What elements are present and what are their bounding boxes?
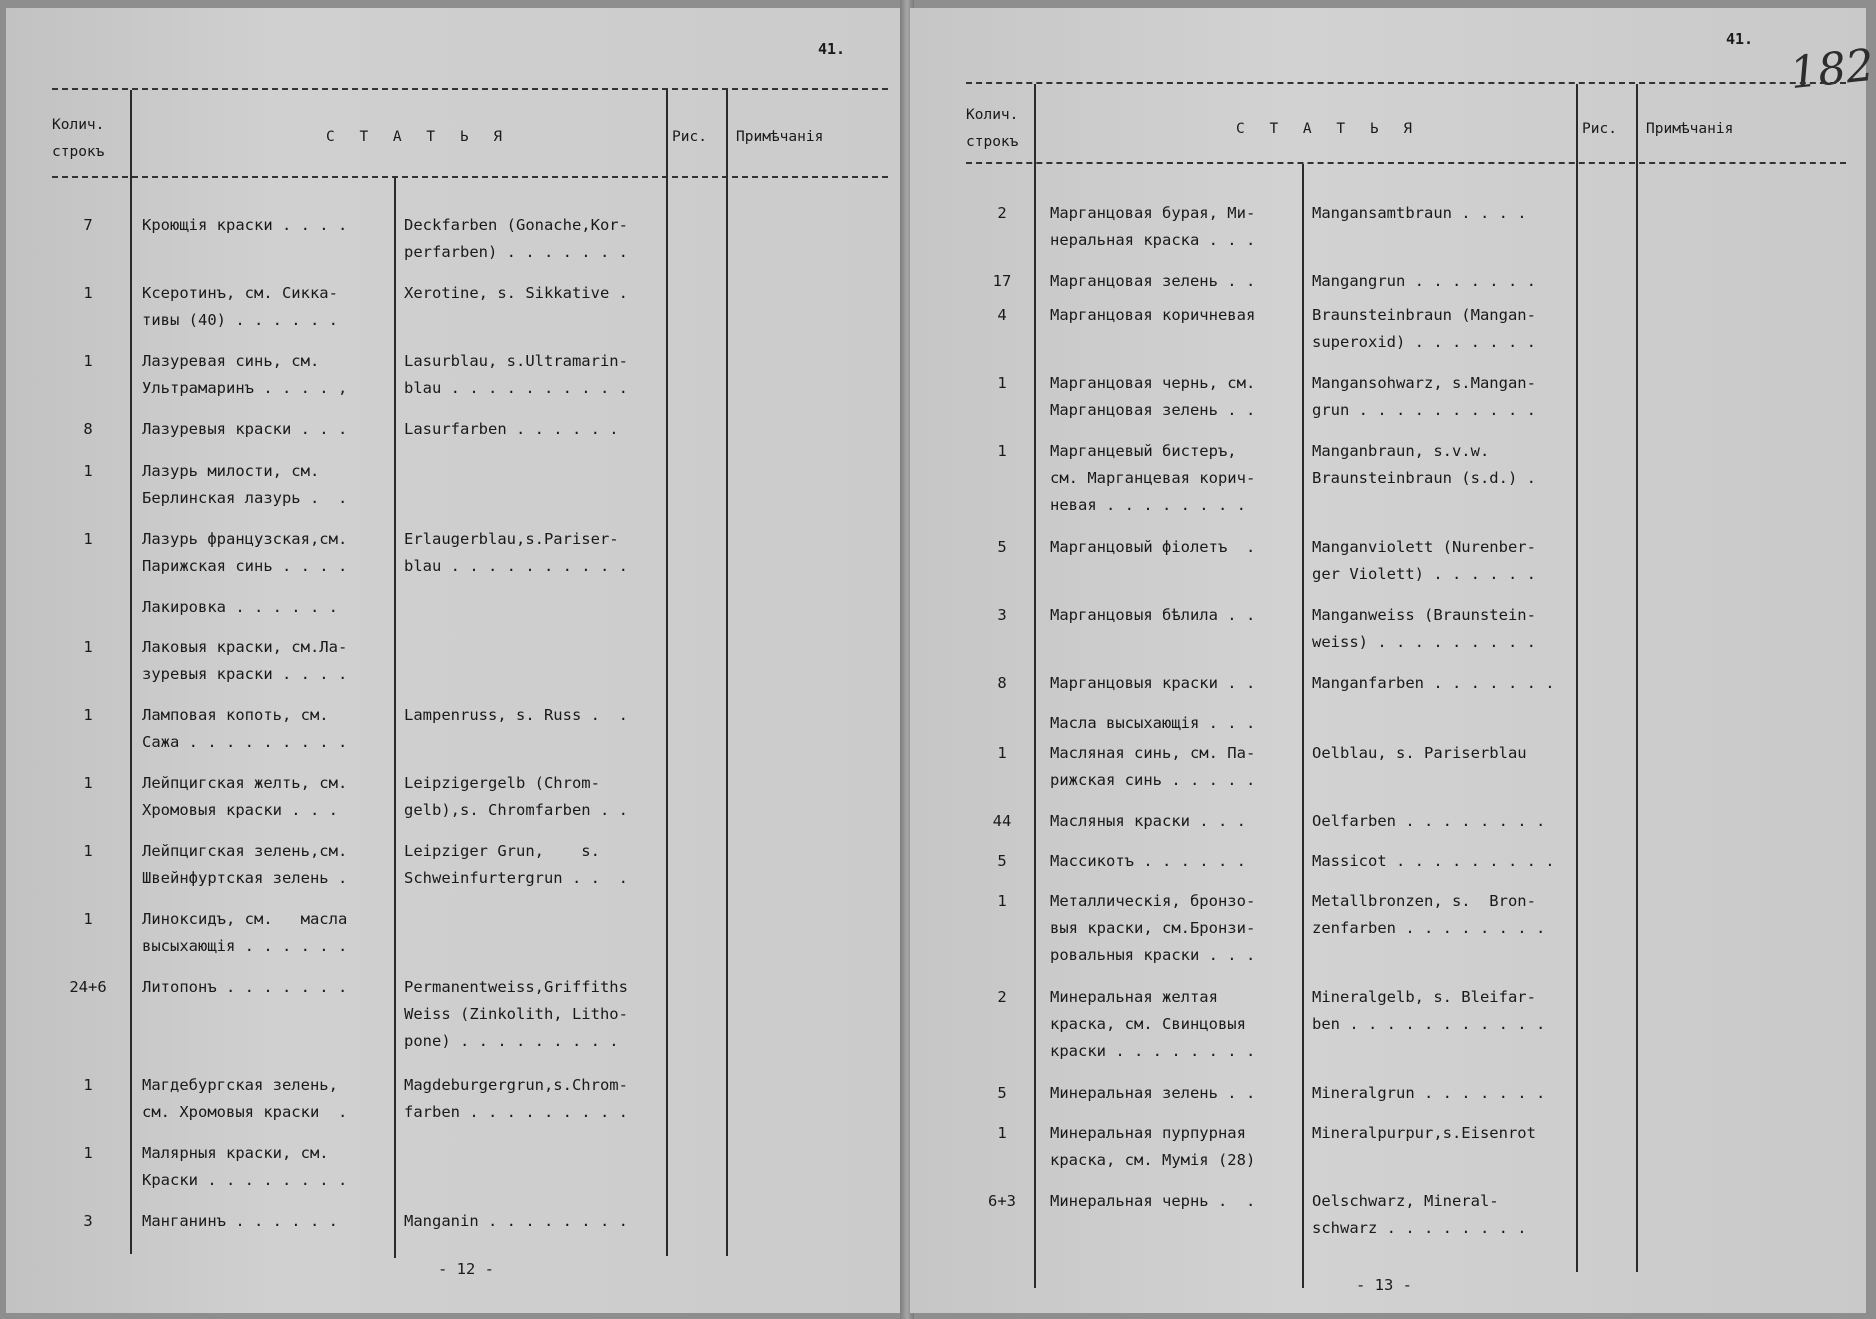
row-count: 1 <box>83 284 93 302</box>
row-count: 1 <box>83 910 93 928</box>
row-article-german: Mangansohwarz, s.Mangan- grun . . . . . . . . . . <box>1312 374 1536 419</box>
row-article-russian: Магдебургская зелень, см. Хромовыя краски . <box>142 1076 348 1121</box>
row-article-german: Leipziger Grun, s. Schweinfurtergrun . . . <box>404 842 628 887</box>
page-number: 41. <box>1726 30 1754 48</box>
row-article-german: Lampenruss, s. Russ . . <box>404 706 628 724</box>
row-count: 24+6 <box>69 978 107 996</box>
header-notes: Примѣчанія <box>736 129 824 145</box>
row-article-russian: Манганинъ . . . . . . <box>142 1212 338 1230</box>
header-article: С Т А Т Ь Я <box>1236 121 1421 137</box>
row-article-russian: Лазурь милости, см. Берлинская лазурь . . <box>142 462 348 507</box>
row-article-russian: Лакировка . . . . . . <box>142 598 338 616</box>
header-notes: Примѣчанія <box>1646 121 1734 137</box>
header-count: Колич. строкъ <box>966 107 1019 150</box>
row-article-russian: Лазуревая синь, см. Ультрамаринъ . . . . , <box>142 352 348 397</box>
row-article-russian: Масляныя краски . . . <box>1050 812 1246 830</box>
row-article-german: Mineralgelb, s. Bleifar- ben . . . . . . . . . . . <box>1312 988 1546 1033</box>
row-article-german: Leipzigergelb (Chrom- gelb),s. Chromfarben . . <box>404 774 628 819</box>
row-count: 1 <box>83 774 93 792</box>
row-article-russian: Масляная синь, см. Па- рижская синь . . . . . <box>1050 744 1256 789</box>
row-article-russian: Марганцовая бурая, Ми- неральная краска . . . <box>1050 204 1256 249</box>
row-article-russian: Малярныя краски, см. Краски . . . . . . . . <box>142 1144 348 1189</box>
row-count: 1 <box>997 442 1007 460</box>
row-article-russian: Марганцовая чернь, см. Марганцовая зелень . . <box>1050 374 1256 419</box>
column-divider-notes <box>726 90 728 1256</box>
row-article-russian: Марганцовыя краски . . <box>1050 674 1256 692</box>
row-article-russian: Минеральная пурпурная краска, см. Мумія (28) <box>1050 1124 1256 1169</box>
row-article-german: Oelschwarz, Mineral- schwarz . . . . . . . . <box>1312 1192 1527 1237</box>
row-article-german: Lasurfarben . . . . . . <box>404 420 619 438</box>
row-count: 1 <box>83 1076 93 1094</box>
row-article-german: Erlaugerblau,s.Pariser- blau . . . . . . . . . . <box>404 530 628 575</box>
row-count: 7 <box>83 216 93 234</box>
row-count: 44 <box>992 812 1012 830</box>
row-article-german: Lasurblau, s.Ultramarin- blau . . . . . . . . . . <box>404 352 628 397</box>
row-count: 3 <box>83 1212 93 1230</box>
header-top-rule <box>52 88 888 90</box>
row-count: 1 <box>83 352 93 370</box>
header-top-rule <box>966 82 1846 84</box>
row-article-german: Manganbraun, s.v.w. Braunsteinbraun (s.d.) . <box>1312 442 1536 487</box>
row-count: 5 <box>997 1084 1007 1102</box>
row-article-russian: Линоксидъ, см. масла высыхающія . . . . . . <box>142 910 348 955</box>
row-article-russian: Кроющія краски . . . . <box>142 216 348 234</box>
row-article-german: Mineralgrun . . . . . . . <box>1312 1084 1546 1102</box>
column-divider-german <box>1302 164 1304 1288</box>
row-article-german: Permanentweiss,Griffiths Weiss (Zinkolith, Litho- pone) . . . . . . . . . <box>404 978 628 1050</box>
page-number: 41. <box>818 40 846 58</box>
page-footer: - 12 - <box>438 1260 494 1278</box>
row-article-german: Magdeburgergrun,s.Chrom- farben . . . . . . . . . <box>404 1076 628 1121</box>
row-article-russian: Минеральная зелень . . <box>1050 1084 1256 1102</box>
row-article-russian: Ксеротинъ, см. Сикка- тивы (40) . . . . . . <box>142 284 338 329</box>
row-count: 1 <box>83 842 93 860</box>
row-article-german: Deckfarben (Gonache,Kor- perfarben) . . . . . . . <box>404 216 628 261</box>
row-article-russian: Минеральная чернь . . <box>1050 1192 1256 1210</box>
row-article-german: Mineralpurpur,s.Eisenrot <box>1312 1124 1536 1142</box>
header-bottom-rule <box>52 176 888 178</box>
row-article-german: Manganfarben . . . . . . . <box>1312 674 1555 692</box>
row-count: 1 <box>83 1144 93 1162</box>
column-divider-fig <box>1576 84 1578 1272</box>
row-article-russian: Массикотъ . . . . . . <box>1050 852 1246 870</box>
column-divider-german <box>394 176 396 1258</box>
column-divider-count <box>1034 84 1036 1288</box>
row-article-russian: Лейпцигская желть, см. Хромовыя краски . . . <box>142 774 348 819</box>
row-article-german: Mangangrun . . . . . . . <box>1312 272 1536 290</box>
row-article-german: Manganin . . . . . . . . <box>404 1212 628 1230</box>
row-count: 1 <box>83 706 93 724</box>
handwritten-folio-number: 182 <box>1787 39 1876 100</box>
left-page <box>6 8 904 1313</box>
row-article-russian: Лазурь французская,см. Парижская синь . . . . <box>142 530 348 575</box>
row-article-russian: Лазуревыя краски . . . <box>142 420 348 438</box>
row-count: 6+3 <box>988 1192 1016 1210</box>
row-article-russian: Металлическія, бронзо- выя краски, см.Бронзи- ровальныя краски . . . <box>1050 892 1256 964</box>
row-article-german: Braunsteinbraun (Mangan- superoxid) . . . . . . . <box>1312 306 1536 351</box>
row-article-german: Manganweiss (Braunstein- weiss) . . . . . . . . . <box>1312 606 1536 651</box>
row-count: 2 <box>997 204 1007 222</box>
row-count: 8 <box>83 420 93 438</box>
row-count: 1 <box>997 374 1007 392</box>
header-count: Колич. строкъ <box>52 117 105 160</box>
row-count: 1 <box>83 462 93 480</box>
row-article-german: Oelblau, s. Pariserblau <box>1312 744 1527 762</box>
row-article-german: Metallbronzen, s. Bron- zenfarben . . . . . . . . <box>1312 892 1546 937</box>
row-article-russian: Марганцовая коричневая <box>1050 306 1256 324</box>
row-article-russian: Лаковыя краски, см.Ла- зуревыя краски . . . . <box>142 638 348 683</box>
row-count: 2 <box>997 988 1007 1006</box>
column-divider-notes <box>1636 84 1638 1272</box>
row-count: 8 <box>997 674 1007 692</box>
row-count: 3 <box>997 606 1007 624</box>
row-article-german: Manganviolett (Nurenber- ger Violett) . . . . . . <box>1312 538 1536 583</box>
row-count: 17 <box>992 272 1012 290</box>
column-divider-fig <box>666 90 668 1256</box>
row-article-russian: Марганцевый бистеръ, см. Марганцевая корич- невая . . . . . . . . <box>1050 442 1256 514</box>
header-fig: Рис. <box>672 129 707 145</box>
row-count: 1 <box>83 530 93 548</box>
row-article-german: Mangansamtbraun . . . . <box>1312 204 1527 222</box>
header-fig: Рис. <box>1582 121 1617 137</box>
row-count: 5 <box>997 852 1007 870</box>
header-article: С Т А Т Ь Я <box>326 129 511 145</box>
row-count: 4 <box>997 306 1007 324</box>
row-article-russian: Марганцовая зелень . . <box>1050 272 1256 290</box>
row-count: 1 <box>997 1124 1007 1142</box>
right-page <box>910 8 1876 1313</box>
row-count: 1 <box>997 892 1007 910</box>
row-count: 5 <box>997 538 1007 556</box>
header-bottom-rule <box>966 162 1846 164</box>
column-divider-count <box>130 90 132 1254</box>
row-article-russian: Марганцовый фіолетъ . <box>1050 538 1256 556</box>
row-article-german: Massicot . . . . . . . . . <box>1312 852 1555 870</box>
row-article-german: Xerotine, s. Sikkative . <box>404 284 628 302</box>
row-article-russian: Лейпцигская зелень,см. Швейнфуртская зелень . <box>142 842 348 887</box>
row-article-russian: Литопонъ . . . . . . . <box>142 978 348 996</box>
row-article-russian: Марганцовыя бѣлила . . <box>1050 606 1256 624</box>
row-article-german: Oelfarben . . . . . . . . <box>1312 812 1546 830</box>
page-footer: - 13 - <box>1356 1276 1412 1294</box>
row-count: 1 <box>997 744 1007 762</box>
row-article-russian: Ламповая копоть, см. Сажа . . . . . . . . . <box>142 706 348 751</box>
row-count: 1 <box>83 638 93 656</box>
row-article-russian: Минеральная желтая краска, см. Свинцовыя краски . . . . . . . . <box>1050 988 1256 1060</box>
row-article-russian: Масла высыхающія . . . <box>1050 714 1256 732</box>
